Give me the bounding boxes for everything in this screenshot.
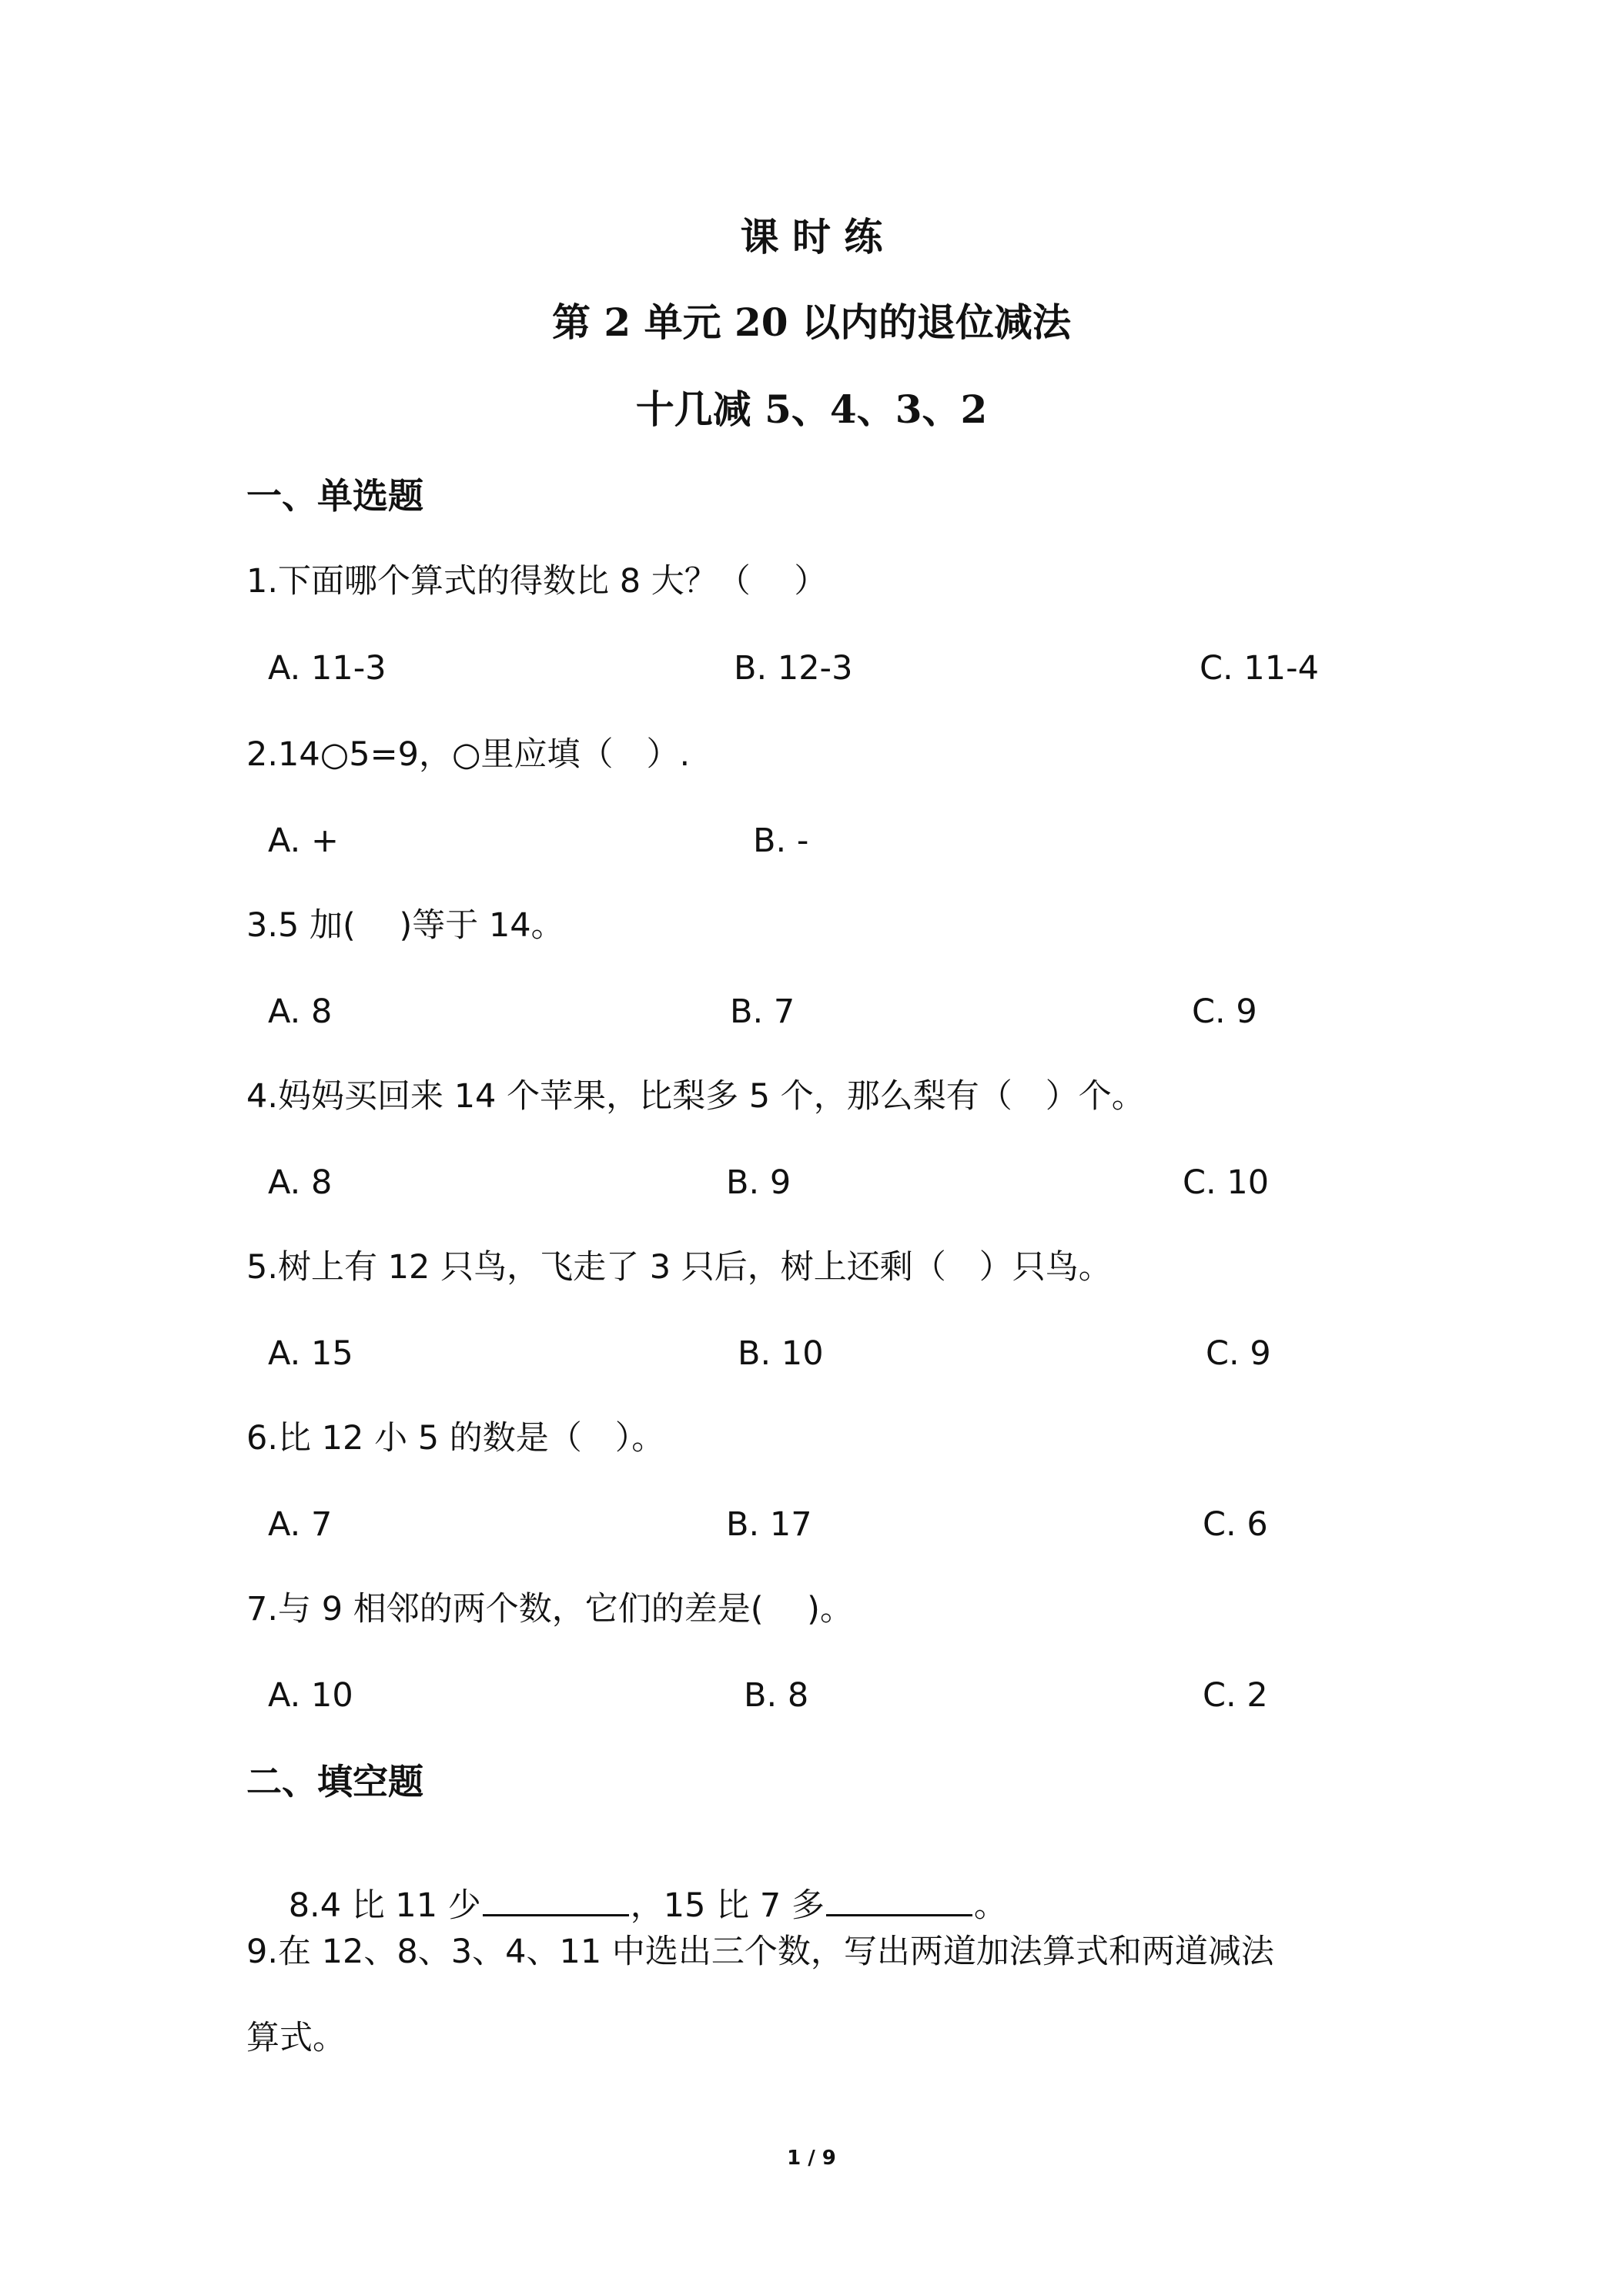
question-9-line-2: 算式。 <box>246 2019 346 2057</box>
question-1: 1.下面哪个算式的得数比 8 大？（ ） <box>246 562 828 601</box>
answer-blank-1[interactable] <box>483 1883 629 1916</box>
question-4-option-b: B. 9 <box>726 1163 791 1202</box>
unit-title: 第 2 单元 20 以内的退位减法 <box>552 300 1071 345</box>
question-6-option-c: C. 6 <box>1203 1505 1268 1544</box>
question-5: 5.树上有 12 只鸟，飞走了 3 只后，树上还剩（ ）只鸟。 <box>246 1248 1112 1287</box>
section-heading-single-choice: 一、单选题 <box>246 475 423 517</box>
page-number: 1 / 9 <box>787 2147 836 2170</box>
question-5-option-a: A. 15 <box>268 1334 353 1373</box>
question-2-option-a: A. + <box>268 822 340 860</box>
lesson-title: 十几减 5、4、3、2 <box>635 387 988 432</box>
worksheet-title: 课 时 练 <box>740 214 883 259</box>
section-heading-fill-blank: 二、填空题 <box>246 1761 423 1802</box>
question-5-option-b: B. 10 <box>738 1334 824 1373</box>
question-7: 7.与 9 相邻的两个数，它们的差是( )。 <box>246 1590 853 1628</box>
question-2: 2.14○5=9，○里应填（ ）. <box>246 735 691 774</box>
question-4-option-a: A. 8 <box>268 1163 333 1202</box>
question-7-option-c: C. 2 <box>1203 1676 1268 1715</box>
question-7-option-b: B. 8 <box>744 1676 809 1715</box>
question-3-option-c: C. 9 <box>1192 992 1257 1031</box>
question-4-option-c: C. 10 <box>1183 1163 1270 1202</box>
question-8-part-2: ，15 比 7 多 <box>630 1886 825 1925</box>
question-4: 4.妈妈买回来 14 个苹果，比梨多 5 个，那么梨有（ ）个。 <box>246 1077 1145 1116</box>
question-1-option-a: A. 11-3 <box>268 649 387 688</box>
question-8-part-3: 。 <box>973 1886 1007 1925</box>
question-1-option-c: C. 11-4 <box>1200 649 1319 688</box>
question-9-line-1: 9.在 12、8、3、4、11 中选出三个数，写出两道加法算式和两道减法 <box>246 1933 1274 1971</box>
question-6: 6.比 12 小 5 的数是（ ）。 <box>246 1419 665 1458</box>
question-7-option-a: A. 10 <box>268 1676 353 1715</box>
question-8-part-1: 8.4 比 11 少 <box>288 1886 481 1925</box>
question-3-option-a: A. 8 <box>268 992 333 1031</box>
question-3-option-b: B. 7 <box>730 992 795 1031</box>
question-5-option-c: C. 9 <box>1206 1334 1271 1373</box>
answer-blank-2[interactable] <box>826 1883 972 1916</box>
question-6-option-b: B. 17 <box>726 1505 812 1544</box>
question-6-option-a: A. 7 <box>268 1505 333 1544</box>
question-1-option-b: B. 12-3 <box>734 649 853 688</box>
question-2-option-b: B. - <box>753 822 809 860</box>
question-3: 3.5 加( )等于 14。 <box>246 906 564 945</box>
